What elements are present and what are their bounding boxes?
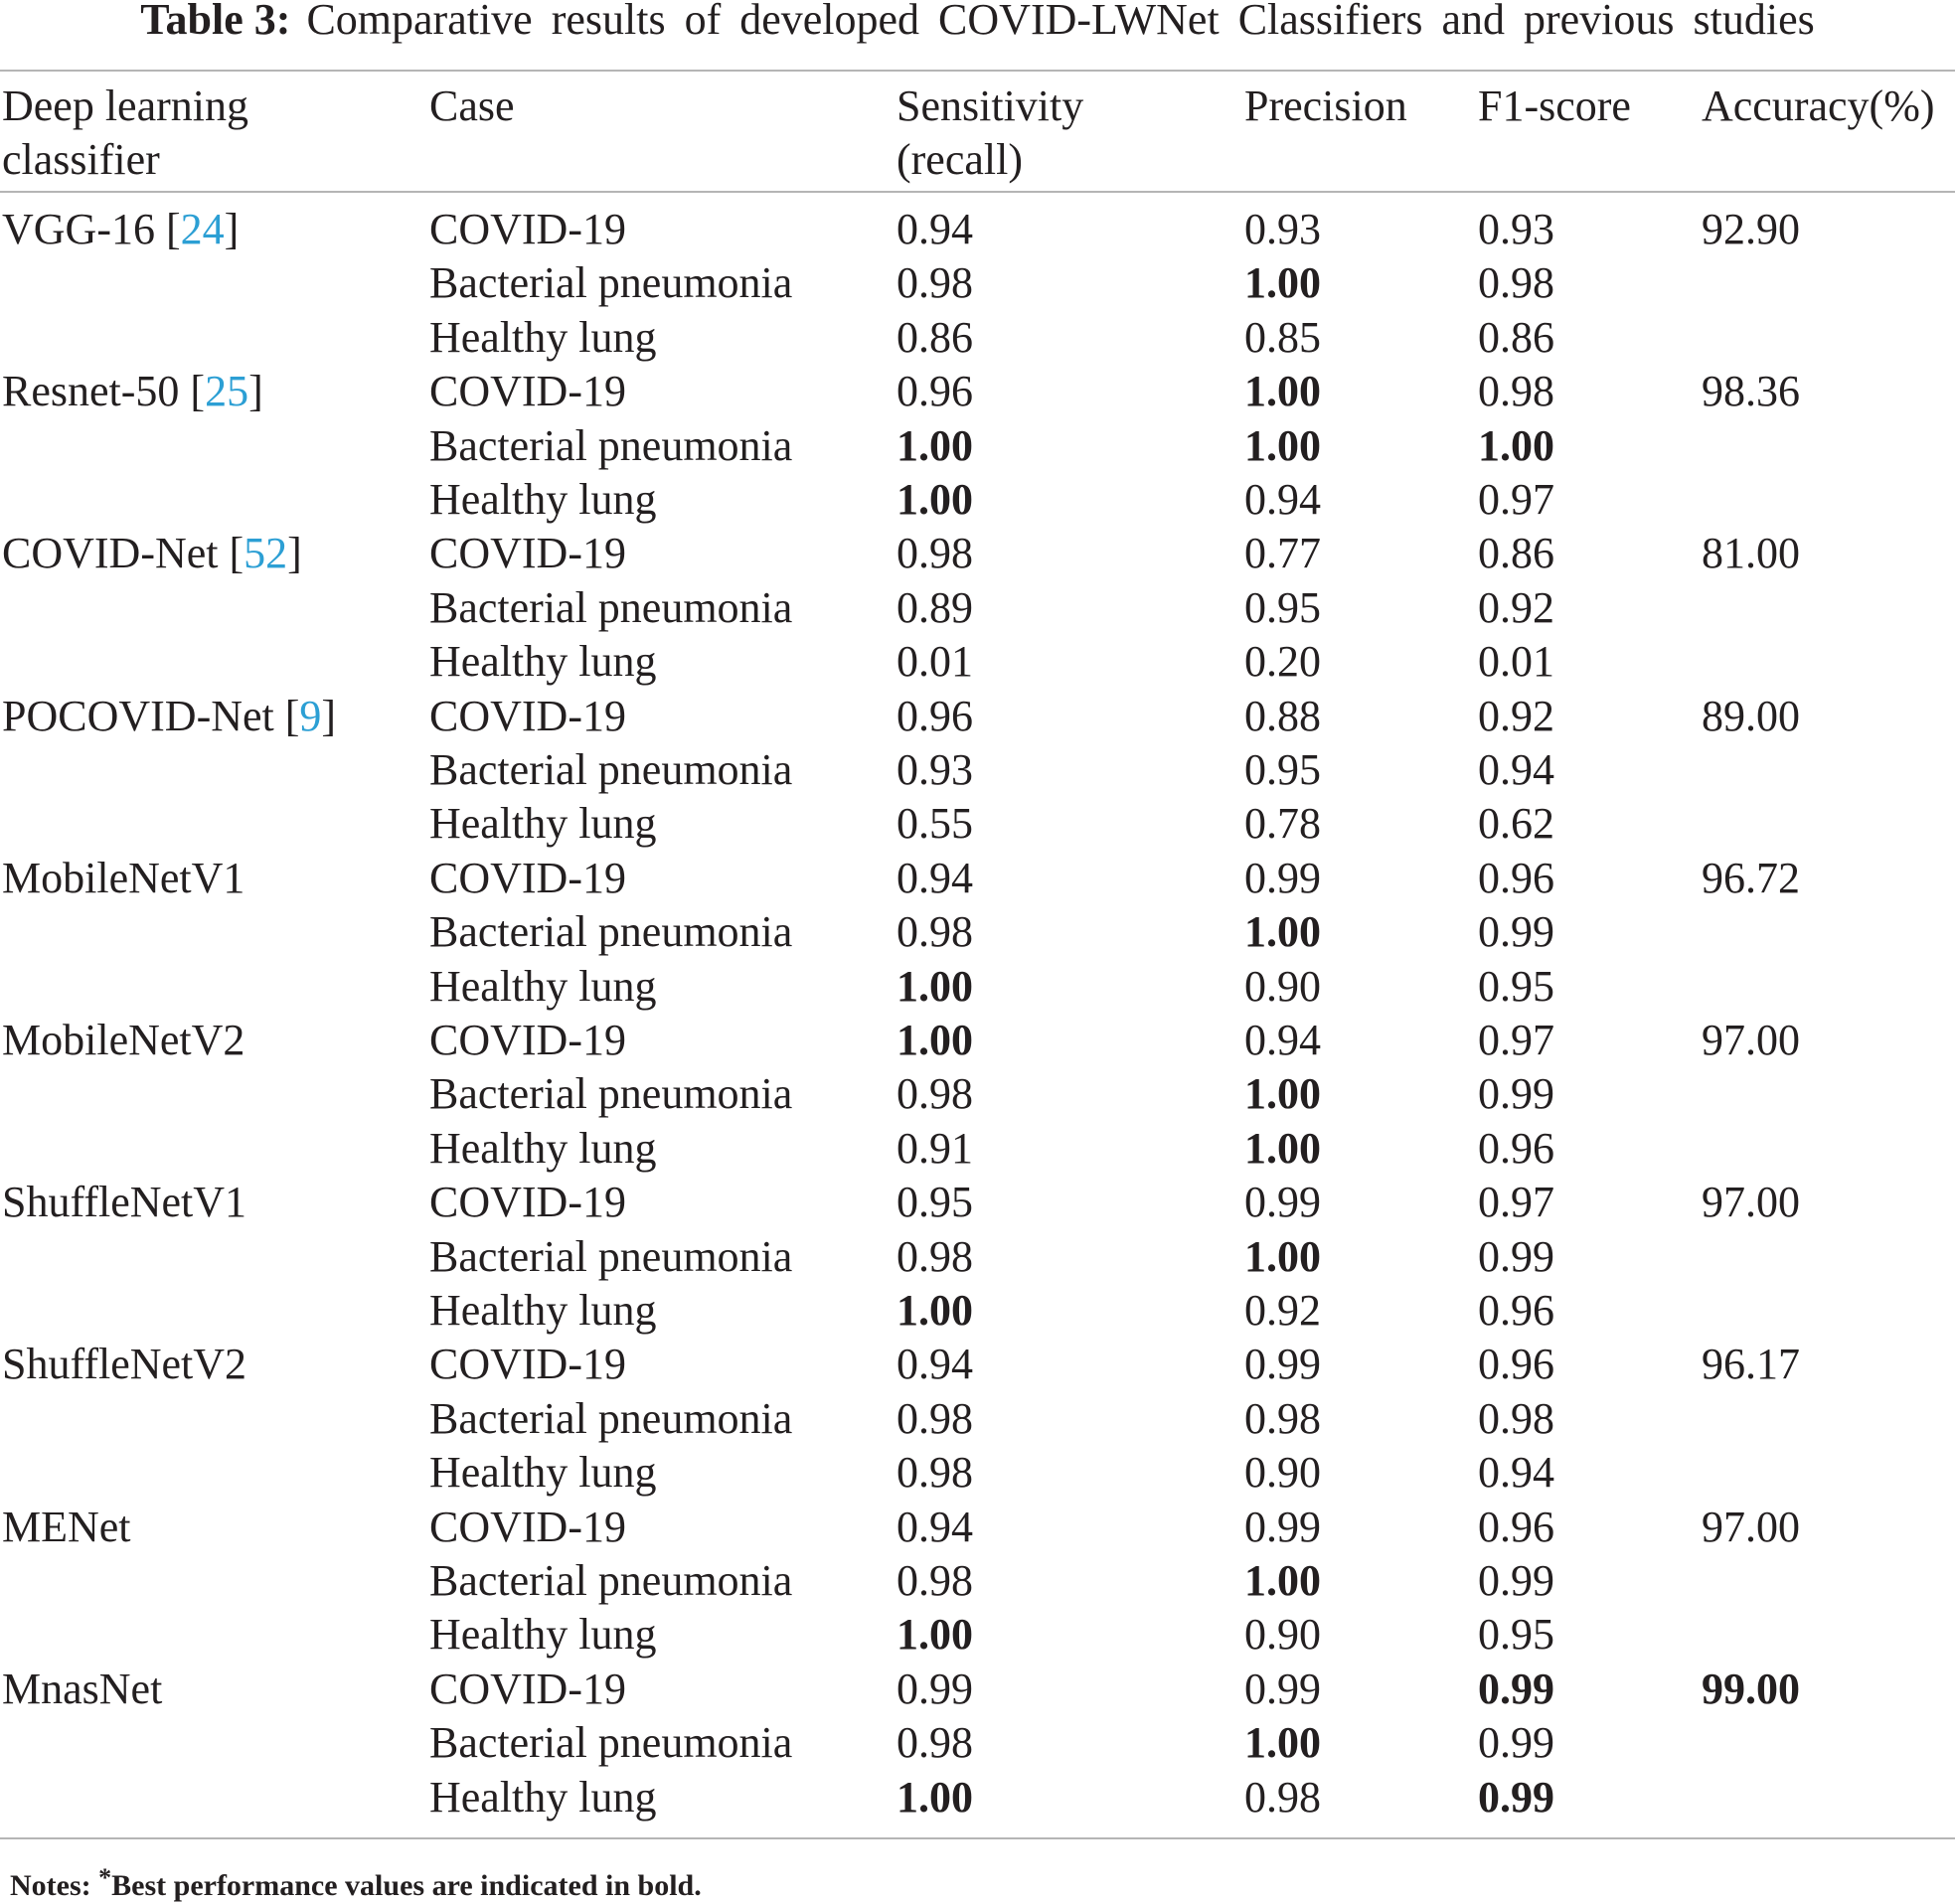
sensitivity-cell: 0.98 — [896, 907, 973, 957]
case-cell: Healthy lung — [429, 1123, 657, 1173]
case-cell: Bacterial pneumonia — [429, 420, 793, 470]
classifier-name: POCOVID-Net [9] — [2, 691, 337, 740]
header-precision: Precision — [1244, 81, 1407, 130]
precision-cell: 1.00 — [1244, 907, 1321, 957]
classifier-name — [2, 852, 244, 905]
case-cell: Healthy lung — [429, 475, 657, 524]
citation-link[interactable]: 25 — [205, 367, 249, 416]
case-cell: Healthy lung — [429, 637, 657, 687]
f1-cell: 0.99 — [1478, 1069, 1554, 1119]
sensitivity-cell: 0.98 — [896, 1448, 973, 1498]
classifier-name — [2, 1014, 244, 1067]
precision-cell: 0.94 — [1244, 475, 1321, 524]
accuracy-cell: 96.72 — [1702, 853, 1800, 902]
accuracy-cell: 97.00 — [1702, 1016, 1800, 1064]
case-cell: Healthy lung — [429, 1448, 657, 1498]
precision-cell: 0.95 — [1244, 582, 1321, 632]
case-cell: Healthy lung — [429, 1610, 657, 1660]
sensitivity-cell: 0.94 — [896, 1502, 973, 1551]
sensitivity-cell: 0.94 — [896, 853, 973, 902]
f1-cell: 0.99 — [1478, 1718, 1554, 1768]
sensitivity-cell: 0.98 — [896, 1393, 973, 1443]
notes-label: Notes: — [10, 1869, 91, 1902]
case-cell: Bacterial pneumonia — [429, 1231, 793, 1281]
precision-cell: 1.00 — [1244, 1069, 1321, 1119]
f1-cell: 0.96 — [1478, 1340, 1554, 1389]
citation-link[interactable]: 9 — [299, 691, 322, 740]
citation-link[interactable]: 52 — [244, 529, 288, 578]
case-cell: COVID-19 — [429, 367, 626, 416]
sensitivity-cell: 1.00 — [896, 475, 973, 524]
f1-cell: 0.92 — [1478, 691, 1554, 740]
precision-cell: 0.99 — [1244, 1664, 1321, 1713]
f1-cell: 0.99 — [1478, 1231, 1554, 1281]
f1-cell: 0.95 — [1478, 1610, 1554, 1660]
case-cell: Bacterial pneumonia — [429, 907, 793, 957]
case-cell: Bacterial pneumonia — [429, 745, 793, 794]
precision-cell: 0.90 — [1244, 961, 1321, 1011]
precision-cell: 0.90 — [1244, 1610, 1321, 1660]
precision-cell: 1.00 — [1244, 367, 1321, 416]
f1-cell: 0.98 — [1478, 367, 1554, 416]
f1-cell: 0.96 — [1478, 1286, 1554, 1335]
classifier-label: MobileNetV2 — [2, 1016, 245, 1064]
precision-cell: 1.00 — [1244, 258, 1321, 308]
sensitivity-cell: 0.94 — [896, 1340, 973, 1389]
case-cell: COVID-19 — [429, 1016, 626, 1064]
precision-cell: 1.00 — [1244, 1231, 1321, 1281]
classifier-label: MENet — [2, 1502, 131, 1551]
sensitivity-cell: 0.91 — [896, 1123, 973, 1173]
f1-cell: 0.95 — [1478, 961, 1554, 1011]
classifier-label: MnasNet — [2, 1664, 163, 1713]
f1-cell: 0.86 — [1478, 529, 1554, 578]
classifier-name — [2, 1501, 131, 1554]
case-cell: COVID-19 — [429, 691, 626, 740]
accuracy-cell: 97.00 — [1702, 1502, 1800, 1551]
header-classifier-line2: classifier — [2, 135, 160, 184]
classifier-name — [2, 1338, 246, 1391]
case-cell: COVID-19 — [429, 853, 626, 902]
accuracy-cell: 81.00 — [1702, 529, 1800, 578]
case-cell: COVID-19 — [429, 1340, 626, 1389]
classifier-name: COVID-Net [52] — [2, 529, 302, 578]
header-case: Case — [429, 81, 515, 130]
header-sensitivity-line1: Sensitivity — [896, 81, 1084, 130]
case-cell: Bacterial pneumonia — [429, 258, 793, 308]
case-cell: Healthy lung — [429, 799, 657, 849]
f1-cell: 0.94 — [1478, 745, 1554, 794]
classifier-label: ShuffleNetV2 — [2, 1340, 247, 1389]
f1-cell: 0.93 — [1478, 205, 1554, 253]
precision-cell: 0.77 — [1244, 529, 1321, 578]
notes-marker: * — [98, 1863, 112, 1892]
case-cell: Healthy lung — [429, 1286, 657, 1335]
sensitivity-cell: 0.98 — [896, 1718, 973, 1768]
precision-cell: 0.90 — [1244, 1448, 1321, 1498]
precision-cell: 0.99 — [1244, 853, 1321, 902]
sensitivity-cell: 1.00 — [896, 1286, 973, 1335]
sensitivity-cell: 0.01 — [896, 637, 973, 687]
accuracy-cell: 89.00 — [1702, 691, 1800, 740]
classifier-label: MobileNetV1 — [2, 853, 245, 902]
sensitivity-cell: 0.96 — [896, 367, 973, 416]
precision-cell: 0.99 — [1244, 1502, 1321, 1551]
case-cell: COVID-19 — [429, 1664, 626, 1713]
notes-text: Best performance values are indicated in bold. — [111, 1869, 702, 1902]
bottom-rule — [0, 1837, 1955, 1839]
precision-cell: 1.00 — [1244, 1556, 1321, 1605]
classifier-label: VGG-16 — [2, 205, 155, 253]
header-f1-score: F1-score — [1478, 81, 1631, 130]
case-cell: COVID-19 — [429, 1178, 626, 1227]
f1-cell: 0.98 — [1478, 258, 1554, 308]
case-cell: Bacterial pneumonia — [429, 1069, 793, 1119]
table-caption — [0, 0, 1955, 56]
sensitivity-cell: 1.00 — [896, 961, 973, 1011]
case-cell: Healthy lung — [429, 312, 657, 362]
sensitivity-cell: 0.98 — [896, 529, 973, 578]
classifier-label: POCOVID-Net — [2, 691, 274, 740]
sensitivity-cell: 0.99 — [896, 1664, 973, 1713]
sensitivity-cell: 0.93 — [896, 745, 973, 794]
header-sensitivity-line2: (recall) — [896, 135, 1023, 184]
f1-cell: 0.96 — [1478, 1123, 1554, 1173]
sensitivity-cell: 0.98 — [896, 1556, 973, 1605]
precision-cell: 0.20 — [1244, 637, 1321, 687]
case-cell: Bacterial pneumonia — [429, 1556, 793, 1605]
precision-cell: 0.95 — [1244, 745, 1321, 794]
f1-cell: 0.99 — [1478, 1664, 1554, 1713]
precision-cell: 0.92 — [1244, 1286, 1321, 1335]
accuracy-cell: 98.36 — [1702, 367, 1800, 416]
classifier-label: Resnet-50 — [2, 367, 180, 416]
sensitivity-cell: 0.95 — [896, 1178, 973, 1227]
classifier-name: Resnet-50 [25] — [2, 367, 263, 416]
sensitivity-cell: 1.00 — [896, 1016, 973, 1064]
f1-cell: 0.86 — [1478, 312, 1554, 362]
precision-cell: 0.94 — [1244, 1016, 1321, 1064]
classifier-label: COVID-Net — [2, 529, 219, 578]
sensitivity-cell: 0.86 — [896, 312, 973, 362]
f1-cell: 0.92 — [1478, 582, 1554, 632]
precision-cell: 0.98 — [1244, 1393, 1321, 1443]
f1-cell: 0.97 — [1478, 1016, 1554, 1064]
classifier-name — [2, 1176, 246, 1229]
precision-cell: 0.93 — [1244, 205, 1321, 253]
f1-cell: 0.98 — [1478, 1393, 1554, 1443]
classifier-name — [2, 1663, 162, 1716]
f1-cell: 0.99 — [1478, 1556, 1554, 1605]
sensitivity-cell: 1.00 — [896, 1772, 973, 1822]
sensitivity-cell: 1.00 — [896, 420, 973, 470]
sensitivity-cell: 0.55 — [896, 799, 973, 849]
case-cell: Healthy lung — [429, 961, 657, 1011]
case-cell: COVID-19 — [429, 1502, 626, 1551]
classifier-label: ShuffleNetV1 — [2, 1178, 247, 1227]
case-cell: COVID-19 — [429, 529, 626, 578]
table-caption-label: Table 3: — [140, 0, 291, 44]
f1-cell: 1.00 — [1478, 420, 1554, 470]
table-notes — [10, 1863, 702, 1904]
citation-link[interactable]: 24 — [180, 205, 225, 253]
f1-cell: 0.62 — [1478, 799, 1554, 849]
case-cell: COVID-19 — [429, 205, 626, 253]
header-rule — [0, 191, 1955, 193]
precision-cell: 1.00 — [1244, 1123, 1321, 1173]
f1-cell: 0.97 — [1478, 1178, 1554, 1227]
accuracy-cell: 96.17 — [1702, 1340, 1800, 1389]
classifier-name: VGG-16 [24] — [2, 205, 240, 253]
header-accuracy: Accuracy(%) — [1702, 81, 1935, 130]
f1-cell: 0.96 — [1478, 1502, 1554, 1551]
accuracy-cell: 92.90 — [1702, 205, 1800, 253]
precision-cell: 0.99 — [1244, 1340, 1321, 1389]
sensitivity-cell: 0.94 — [896, 205, 973, 253]
f1-cell: 0.94 — [1478, 1448, 1554, 1498]
precision-cell: 1.00 — [1244, 1718, 1321, 1768]
table-caption-text: Comparative results of developed COVID-LWNet Classifiers and previous studies — [306, 0, 1815, 44]
case-cell: Healthy lung — [429, 1772, 657, 1822]
f1-cell: 0.96 — [1478, 853, 1554, 902]
f1-cell: 0.97 — [1478, 475, 1554, 524]
accuracy-cell: 99.00 — [1702, 1664, 1800, 1713]
precision-cell: 0.85 — [1244, 312, 1321, 362]
sensitivity-cell: 1.00 — [896, 1610, 973, 1660]
sensitivity-cell: 0.96 — [896, 691, 973, 740]
precision-cell: 1.00 — [1244, 420, 1321, 470]
f1-cell: 0.99 — [1478, 1772, 1554, 1822]
case-cell: Bacterial pneumonia — [429, 1393, 793, 1443]
sensitivity-cell: 0.98 — [896, 258, 973, 308]
precision-cell: 0.78 — [1244, 799, 1321, 849]
case-cell: Bacterial pneumonia — [429, 582, 793, 632]
sensitivity-cell: 0.98 — [896, 1231, 973, 1281]
sensitivity-cell: 0.98 — [896, 1069, 973, 1119]
top-rule — [0, 70, 1955, 72]
accuracy-cell: 97.00 — [1702, 1178, 1800, 1227]
precision-cell: 0.98 — [1244, 1772, 1321, 1822]
header-classifier-line1: Deep learning — [2, 81, 248, 130]
precision-cell: 0.88 — [1244, 691, 1321, 740]
f1-cell: 0.01 — [1478, 637, 1554, 687]
f1-cell: 0.99 — [1478, 907, 1554, 957]
case-cell: Bacterial pneumonia — [429, 1718, 793, 1768]
precision-cell: 0.99 — [1244, 1178, 1321, 1227]
sensitivity-cell: 0.89 — [896, 582, 973, 632]
